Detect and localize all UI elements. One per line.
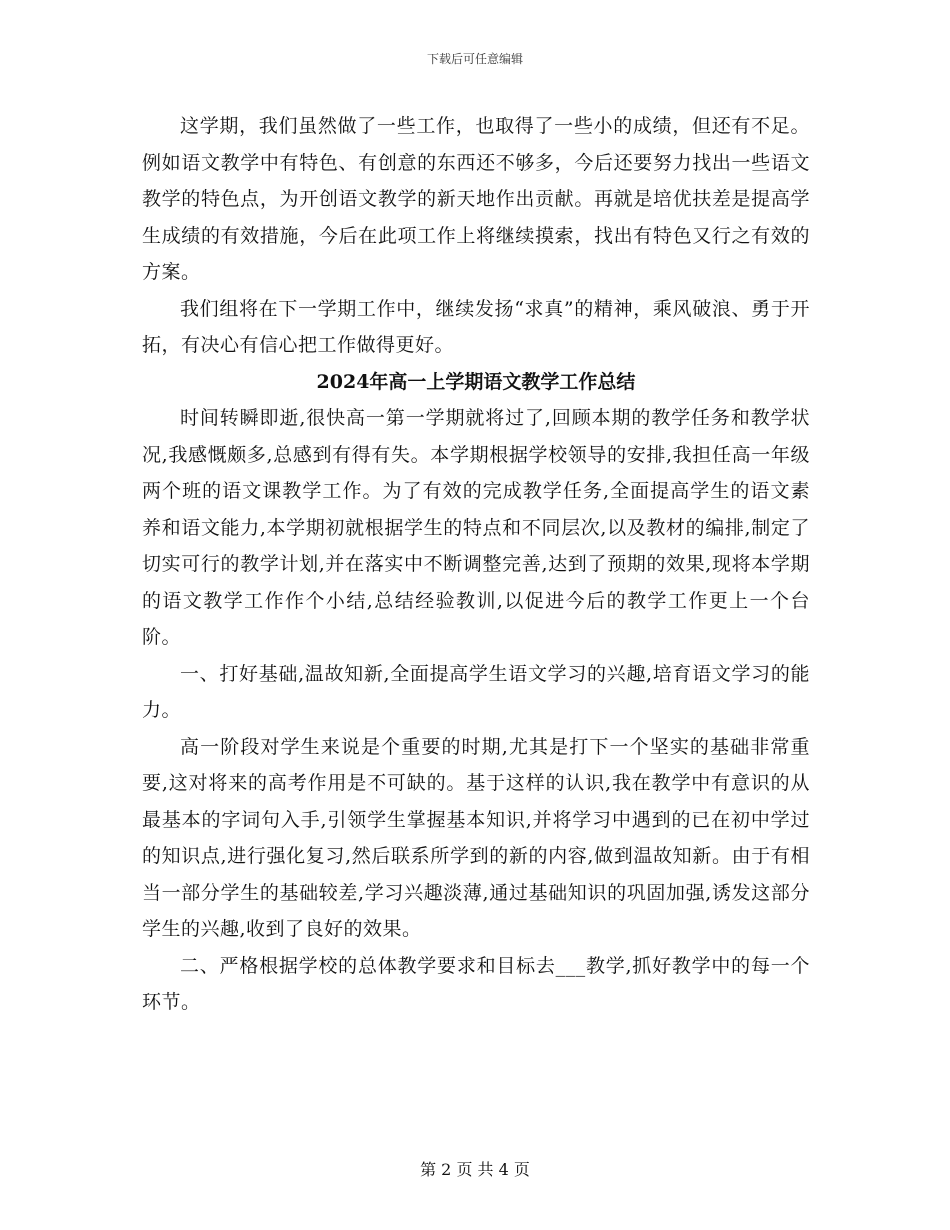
- page-header: 下载后可任意编辑: [426, 52, 523, 66]
- paragraph: 这学期，我们虽然做了一些工作，也取得了一些小的成绩，但还有不足。例如语文教学中有特色、有创意的东西还不够多，今后还要努力找出一些语文教学的特色点，为开创语文教学的新天地作出贡献。再就是培优扶差是提高学生成绩的有效措施，今后在此项工作上将继续摸索，找出有特色又行之有效的方案。: [142, 115, 810, 283]
- paragraph: 二、严格根据学校的总体教学要求和目标去___教学,抓好教学中的每一个环节。: [142, 954, 810, 1013]
- section-title: 2024年高一上学期语文教学工作总结: [316, 370, 636, 393]
- document-body: [142, 108, 810, 1021]
- paragraph: 一、打好基础,温故知新,全面提高学生语文学习的兴趣,培育语文学习的能力。: [142, 662, 810, 721]
- paragraph: 我们组将在下一学期工作中，继续发扬“求真”的精神，乘风破浪、勇于开拓，有决心有信心把工作做得更好。: [142, 297, 810, 356]
- paragraph: 高一阶段对学生来说是个重要的时期,尤其是打下一个坚实的基础非常重要,这对将来的高考作用是不可缺的。基于这样的认识,我在教学中有意识的从最基本的字词句入手,引领学生掌握基本知识,并将学习中遇到的已在初中学过的知识点,进行强化复习,然后联系所学到的新的内容,做到温故知新。由于有相当一部分学生的基础较差,学习兴趣淡薄,通过基础知识的巩固加强,诱发这部分学生的兴趣,收到了良好的效果。: [142, 735, 810, 940]
- page-number: 第 2 页 共 4 页: [420, 1160, 530, 1179]
- paragraph: 时间转瞬即逝,很快高一第一学期就将过了,回顾本期的教学任务和教学状况,我感慨颇多,总感到有得有失。本学期根据学校领导的安排,我担任高一年级两个班的语文课教学工作。为了有效的完成教学任务,全面提高学生的语文素养和语文能力,本学期初就根据学生的特点和不同层次,以及教材的编排,制定了切实可行的教学计划,并在落实中不断调整完善,达到了预期的效果,现将本学期的语文教学工作作个小结,总结经验教训,以促进今后的教学工作更上一个台阶。: [142, 407, 810, 648]
